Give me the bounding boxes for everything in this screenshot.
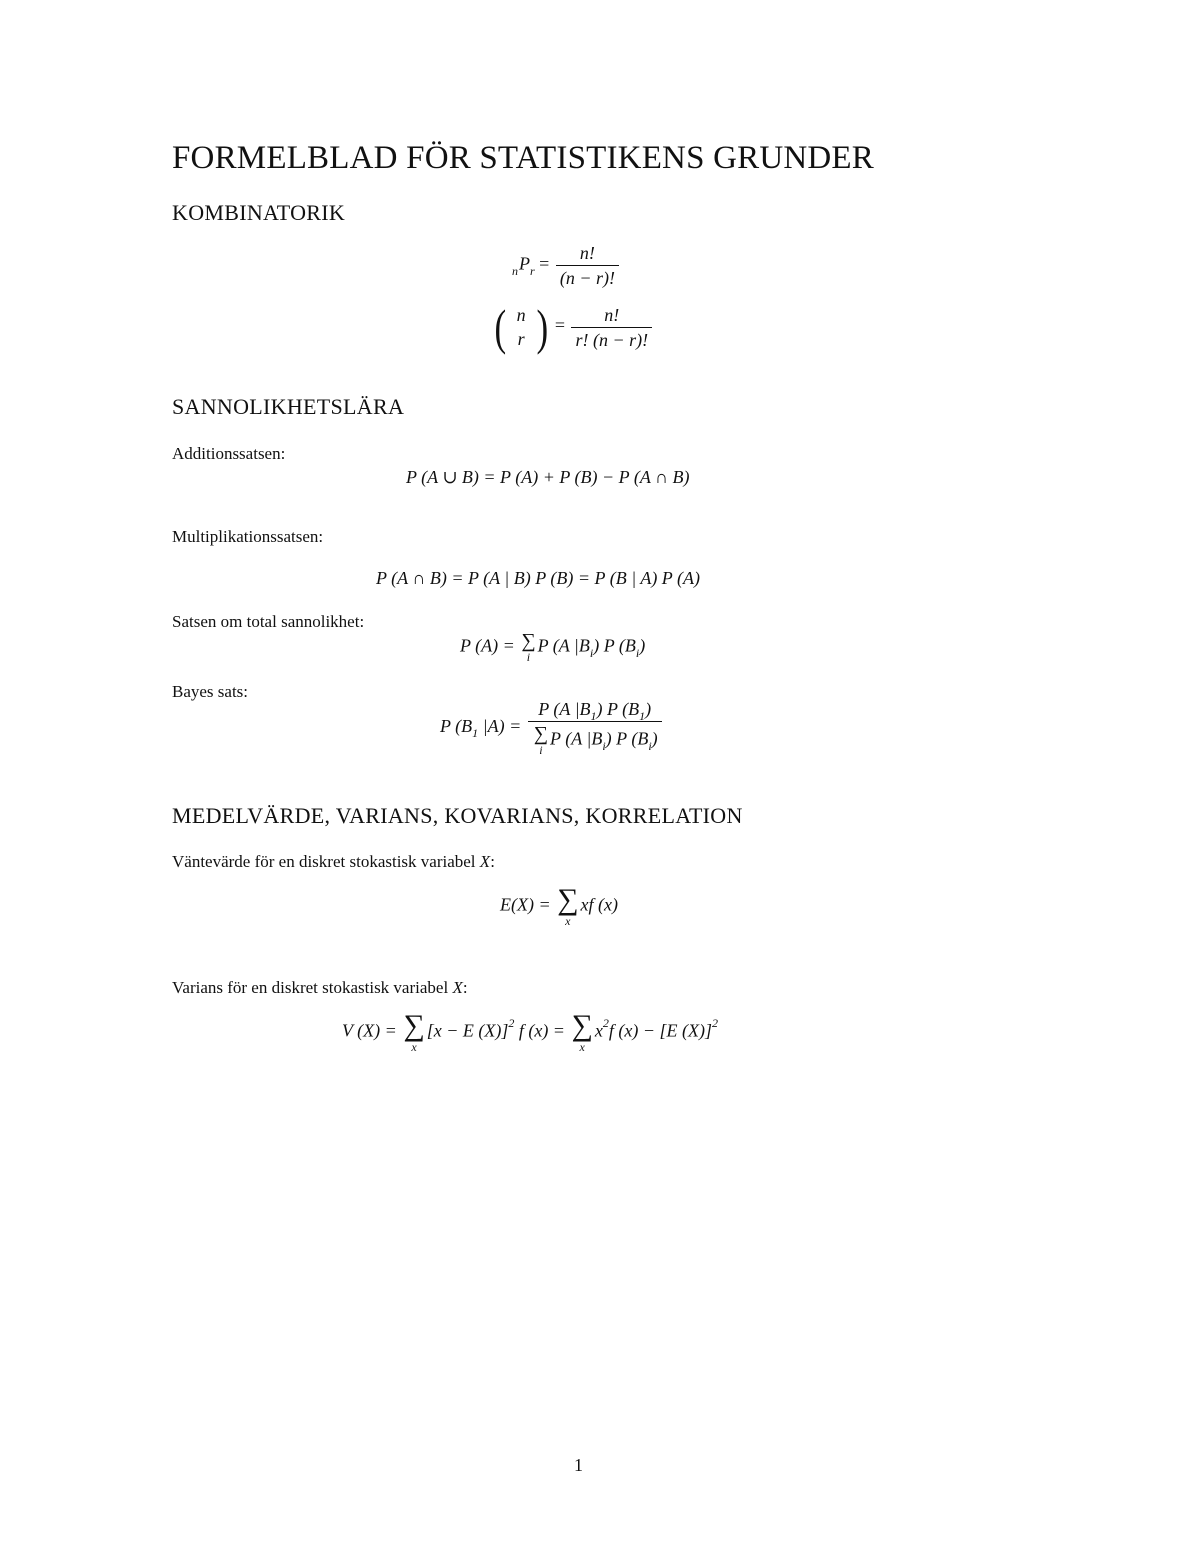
bayes-lhs: P (B bbox=[440, 716, 473, 737]
formula-multiplication: P (A ∩ B) = P (A | B) P (B) = P (B | A) P (A) bbox=[376, 568, 700, 588]
bayes-denominator: ∑ i P (A $|B_i$) P $(B_i)$ bbox=[528, 721, 662, 756]
expectation-body: xf (x) bbox=[580, 894, 618, 915]
sum-symbol: ∑ i bbox=[521, 630, 536, 664]
binom-top: n bbox=[516, 304, 526, 325]
npr-denominator: (n − r)! bbox=[556, 265, 619, 287]
section-heading-kombinatorik: KOMBINATORIK bbox=[172, 200, 346, 225]
formula-total-probability bbox=[460, 632, 645, 663]
npr-eq: = bbox=[539, 253, 550, 274]
section-heading-sannolikhet: SANNOLIKHETSLÄRA bbox=[172, 394, 405, 419]
label-addition: Additionssatsen: bbox=[172, 444, 286, 463]
binom-fraction bbox=[571, 306, 652, 349]
bayes-lhs2: |A) = bbox=[478, 716, 522, 737]
label-bayes: Bayes sats: bbox=[172, 682, 249, 701]
total-body3: ) bbox=[639, 635, 646, 656]
binom-denominator: r! (n − r)! bbox=[571, 327, 652, 349]
bayes-lhs-sub: 1 bbox=[472, 726, 479, 741]
formula-expectation bbox=[500, 883, 618, 928]
npr-fraction bbox=[556, 244, 619, 287]
formula-binomial bbox=[492, 299, 654, 355]
npr-p: P bbox=[519, 253, 530, 274]
total-body2: ) P (B bbox=[593, 635, 636, 656]
npr-sub: r bbox=[530, 263, 535, 278]
sum-symbol: ∑ x bbox=[403, 1009, 425, 1054]
label-multiplication: Multiplikationssatsen: bbox=[172, 527, 324, 546]
label-expectation: Väntevärde för en diskret stokastisk variabel X: bbox=[172, 852, 495, 871]
npr-numerator: n! bbox=[579, 243, 595, 263]
sum-symbol: ∑ i bbox=[533, 723, 549, 757]
page-number: 1 bbox=[574, 1455, 583, 1475]
sum-symbol: ∑ x bbox=[557, 883, 579, 928]
formula-variance: V (X) = ∑ x [x − E (X)]$^2$ f (x) = ∑ x $x^2f$ (x) − [E (X)]$^2$ bbox=[342, 1009, 718, 1054]
right-paren: ) bbox=[536, 299, 548, 355]
label-variance: Varians för en diskret stokastisk variabel X: bbox=[172, 978, 468, 997]
binom-eq: = bbox=[554, 315, 565, 336]
total-sub: i bbox=[589, 645, 594, 660]
variance-lhs: V (X) = bbox=[342, 1020, 397, 1041]
page-title: FORMELBLAD FÖR STATISTIKENS GRUNDER bbox=[172, 140, 874, 176]
formula-bayes bbox=[440, 700, 664, 756]
expectation-text: Väntevärde för en diskret stokastisk variabel bbox=[172, 852, 476, 871]
binom-numerator: n! bbox=[604, 304, 620, 325]
binomial-coefficient bbox=[492, 299, 550, 355]
formula-permutations bbox=[512, 244, 621, 287]
total-sub2: i bbox=[635, 645, 640, 660]
variance-part1: [x − E (X)] bbox=[426, 1020, 509, 1041]
variance-part2: f (x) = bbox=[514, 1020, 565, 1041]
label-total-probability: Satsen om total sannolikhet: bbox=[172, 612, 365, 631]
bayes-fraction bbox=[528, 700, 662, 756]
variance-part3: x bbox=[594, 1020, 603, 1041]
expectation-lhs: E(X) = bbox=[500, 894, 551, 915]
npr-prefix: n bbox=[512, 263, 518, 278]
total-body: P (A |B bbox=[537, 635, 590, 656]
total-lhs: P (A) = bbox=[460, 635, 515, 656]
binom-bottom: r bbox=[517, 329, 525, 349]
variance-text: Varians för en diskret stokastisk variabel bbox=[172, 978, 449, 997]
bayes-numerator: P (A $|B_1$) P $(B_1)$ bbox=[538, 699, 652, 723]
section-heading-medelvarde: MEDELVÄRDE, VARIANS, KOVARIANS, KORRELATION bbox=[172, 803, 743, 828]
formula-addition: P (A ∪ B) = P (A) + P (B) − P (A ∩ B) bbox=[406, 467, 690, 487]
variance-part4: f (x) − [E (X)] bbox=[608, 1020, 712, 1041]
variable-symbol: X bbox=[452, 978, 463, 997]
left-paren: ( bbox=[494, 299, 507, 355]
sum-symbol: ∑ x bbox=[571, 1009, 593, 1054]
variable-symbol: X bbox=[479, 852, 491, 871]
